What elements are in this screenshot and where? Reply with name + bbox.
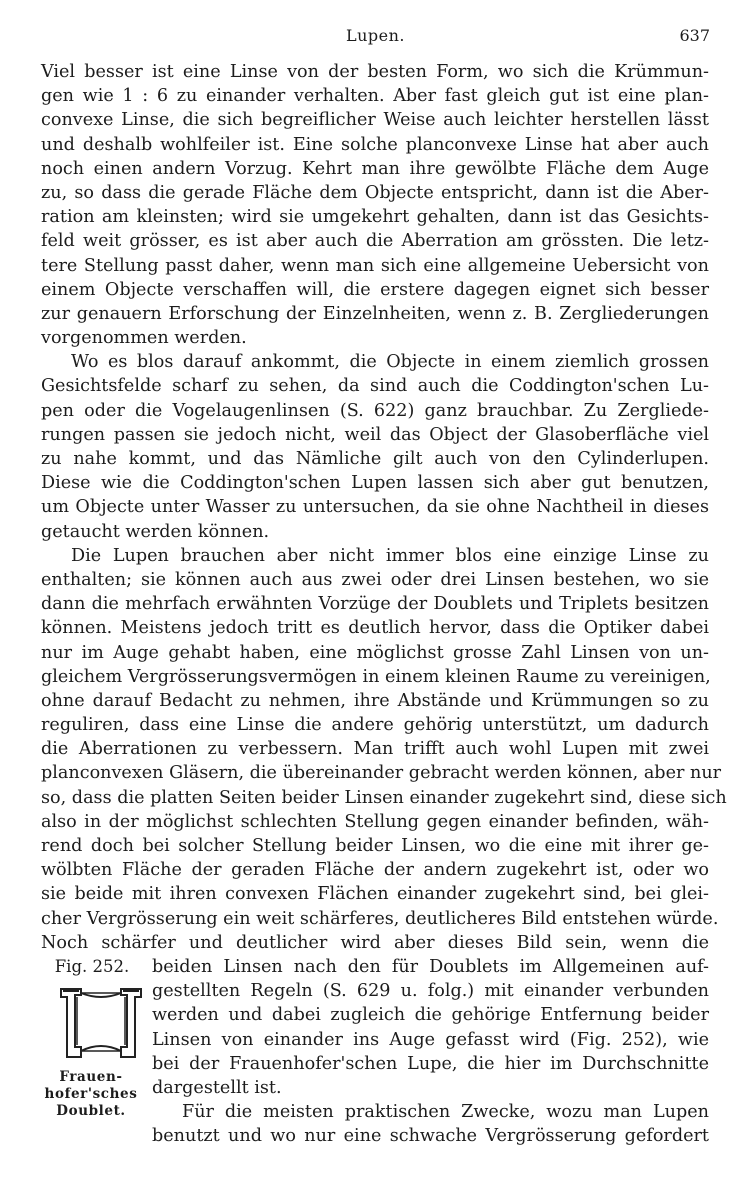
text-line: gestellten Regeln (S. 629 u. folg.) mit einander verbunden — [152, 981, 709, 1002]
text-line: beiden Linsen nach den für Doublets im Allgemeinen auf- — [152, 956, 709, 977]
text-line: enthalten; sie können auch aus zwei oder drei Linsen bestehen, wo sie — [41, 569, 709, 590]
text-line: planconvexen Gläsern, die übereinander gebracht werden können, aber nur — [41, 763, 722, 784]
text-line: wölbten Fläche der geraden Fläche der andern zugekehrt ist, oder wo — [41, 860, 709, 881]
text-line: Noch schärfer und deutlicher wird aber dieses Bild sein, wenn die — [41, 932, 709, 953]
text-line: ohne darauf Bedacht zu nehmen, ihre Abstände und Krümmungen so zu — [41, 690, 709, 711]
page-number: 637 — [679, 26, 710, 45]
text-line: gleichem Vergrösserungsvermögen in einem kleinen Raume zu vereinigen, — [41, 666, 711, 687]
wrapped-text — [152, 955, 709, 1149]
text-line: convexe Linse, die sich begreiflicher Weise auch leichter herstellen lässt — [41, 110, 709, 131]
text-line: dargestellt ist. — [152, 1077, 282, 1098]
body-text — [41, 60, 727, 1147]
doublet-lens-drawing — [59, 983, 143, 1063]
text-line: pen oder die Vogelaugenlinsen (S. 622) ganz brauchbar. Zu Zergliede- — [41, 400, 709, 421]
text-line: cher Vergrösserung ein weit schärferes, deutlicheres Bild entstehen würde. — [41, 908, 719, 929]
text-line: Wo es blos darauf ankommt, die Objecte in einem ziemlich grossen — [71, 352, 709, 373]
text-line: bei der Frauenhofer'schen Lupe, die hier im Durchschnitte — [152, 1053, 709, 1074]
text-line: können. Meistens jedoch tritt es deutlich hervor, dass die Optiker dabei — [41, 618, 709, 639]
paragraph-1 — [41, 60, 709, 350]
text-line: vorgenommen werden. — [41, 328, 247, 349]
text-line: zur genauern Erforschung der Einzelnheiten, wenn z. B. Zergliederungen — [41, 303, 709, 324]
text-line: rend doch bei solcher Stellung beider Linsen, wo die eine mit ihrer ge- — [41, 836, 709, 856]
text-line: Viel besser ist eine Linse von der besten Form, wo sich die Krümmun- — [41, 62, 709, 82]
text-line: nur im Auge gehabt haben, eine möglichst grosse Zahl Linsen von un- — [41, 642, 709, 663]
text-line: getaucht werden können. — [41, 521, 270, 542]
text-line: noch einen andern Vorzug. Kehrt man ihre gewölbte Fläche dem Auge — [41, 158, 709, 179]
figure-caption: Fig. 252. — [54, 956, 130, 976]
text-line: zu nahe kommt, und das Nämliche gilt auch von den Cylinderlupen. — [41, 449, 709, 469]
text-line: ration am kleinsten; wird sie umgekehrt gehalten, dann ist das Gesichts- — [41, 207, 709, 228]
text-line: werden und dabei zugleich die gehörige Entfernung beider — [152, 1005, 709, 1026]
text-line: gen wie 1 : 6 zu einander verhalten. Aber fast gleich gut ist eine plan- — [41, 86, 709, 107]
text-line: sie beide mit ihren convexen Flächen einander zugekehrt sind, bei glei- — [41, 884, 709, 905]
figure-label-line: Frauen- — [59, 1068, 123, 1085]
figure-label-line: hofer'sches — [44, 1085, 138, 1102]
text-line: dann die mehrfach erwähnten Vorzüge der Doublets und Triplets besitzen — [41, 594, 709, 615]
page-header — [0, 26, 751, 52]
text-line: also in der möglichst schlechten Stellung gegen einander befinden, wäh- — [41, 811, 709, 832]
figure-label-line: Doublet. — [56, 1102, 126, 1119]
text-line: um Objecte unter Wasser zu untersuchen, da sie ohne Nachtheil in dieses — [41, 497, 709, 518]
text-line: rungen passen sie jedoch nicht, weil das Object der Glasoberfläche viel — [41, 424, 709, 445]
text-line: Diese wie die Coddington'schen Lupen lassen sich aber gut benutzen, — [41, 473, 709, 494]
running-title: Lupen. — [345, 26, 406, 45]
text-line: einem Objecte verschaffen will, die erstere dagegen eignet sich besser — [41, 279, 709, 300]
text-line: tere Stellung passt daher, wenn man sich eine allgemeine Uebersicht von — [41, 255, 709, 276]
text-line: Die Lupen brauchen aber nicht immer blos eine einzige Linse zu — [71, 545, 709, 566]
text-line: so, dass die platten Seiten beider Linsen einander zugekehrt sind, diese sich — [41, 787, 727, 808]
text-line: Gesichtsfelde scharf zu sehen, da sind auch die Coddington'schen Lu- — [41, 376, 709, 397]
paragraph-2 — [41, 350, 709, 544]
figure-label — [41, 1069, 141, 1120]
text-line: zu, so dass die gerade Fläche dem Objecte entspricht, dann ist die Aber- — [41, 182, 709, 203]
text-line: Für die meisten praktischen Zwecke, wozu man Lupen — [182, 1102, 709, 1123]
figure-wrap-area — [41, 955, 709, 1147]
paragraph-3 — [41, 544, 727, 955]
figure-252 — [41, 955, 151, 1135]
text-line: und deshalb wohlfeiler ist. Eine solche planconvexe Linse hat aber auch — [41, 134, 709, 155]
text-line: reguliren, dass eine Linse die andere gehörig unterstützt, um dadurch — [41, 715, 709, 736]
text-line: feld weit grösser, es ist aber auch die Aberration am grössten. Die letz- — [41, 231, 709, 252]
text-line: Linsen von einander ins Auge gefasst wird (Fig. 252), wie — [152, 1029, 709, 1050]
text-line: benutzt und wo nur eine schwache Vergrösserung gefordert — [152, 1126, 709, 1147]
text-line: die Aberrationen zu verbessern. Man trifft auch wohl Lupen mit zwei — [41, 739, 709, 760]
